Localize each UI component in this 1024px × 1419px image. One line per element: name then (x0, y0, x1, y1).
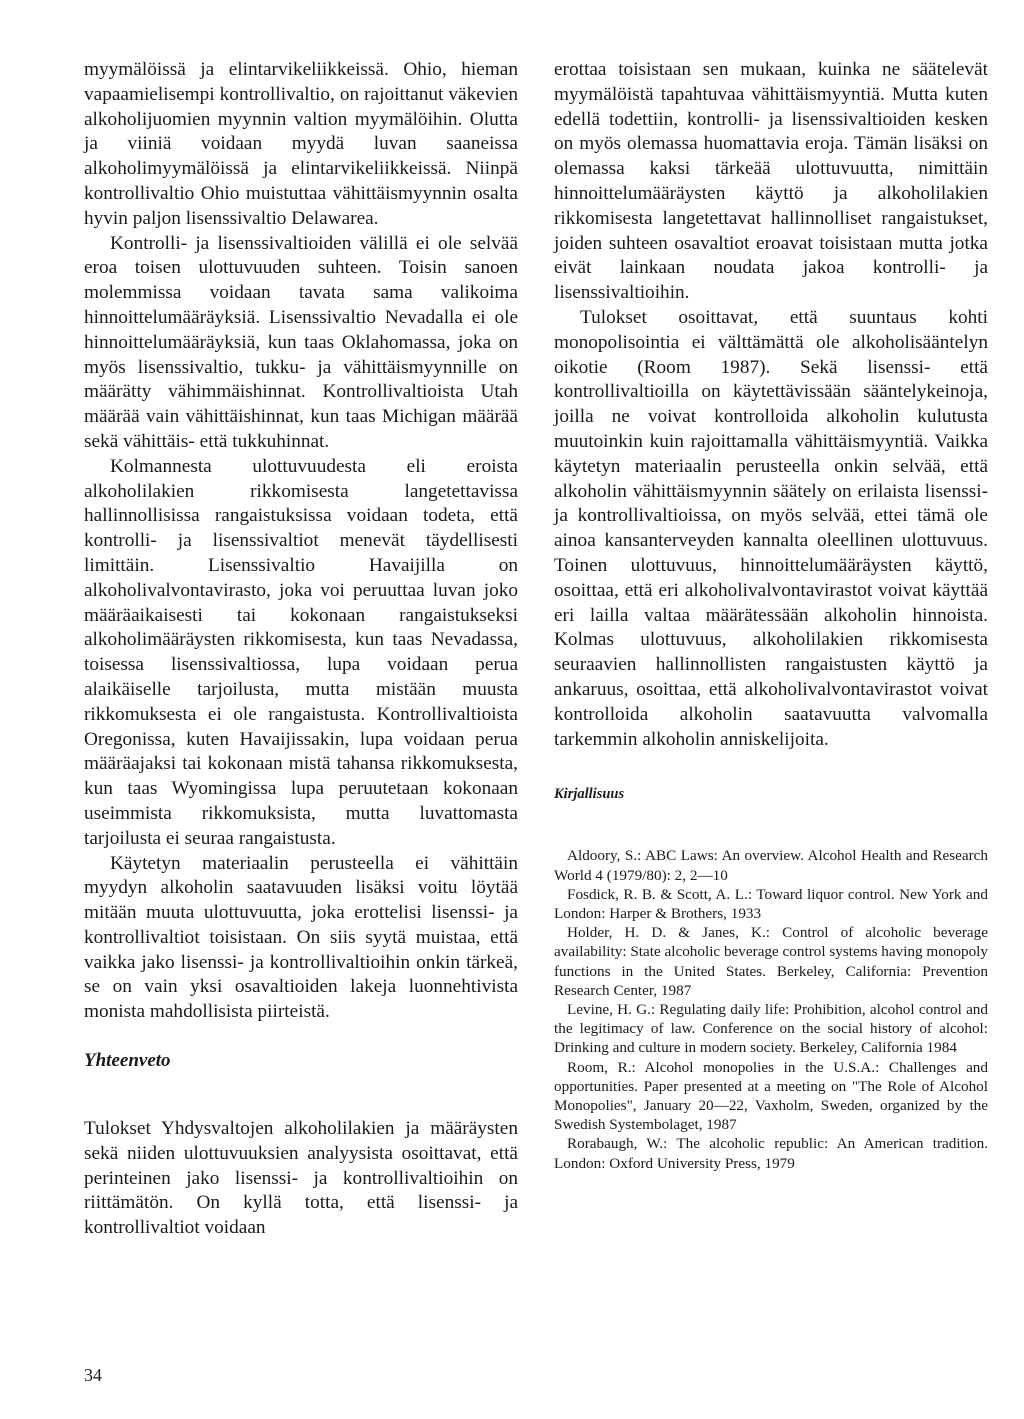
right-column (554, 58, 988, 1173)
body-paragraph: Kontrolli- ja lisenssivaltioiden välillä ei ole selvää eroa toisen ulottuvuuden suhteen. Toisin sanoen molemmissa voidaan tavata sama valikoima hinnoittelumääräyksiä. Lisenssivaltio Nevadalla ei ole hinnoittelumääräyksiä, kun taas Oklahomassa, joka on myös lisenssivaltio, tukku- ja vähittäismyynnille on määrätty vähimmäishinnat. Kontrollivaltioista Utah määrää vain vähittäishinnat, kun taas Michigan määrää sekä vähittäis- että tukkuhinnat. (84, 232, 518, 452)
body-paragraph: erottaa toisistaan sen mukaan, kuinka ne säätelevät myymälöistä tapahtuvaa vähittäismyyntiä. Mutta kuten edellä todettiin, kontrolli- ja lisenssivaltioiden kesken on myös olemassa huomattavia eroja. Tämän lisäksi on olemassa kaksi tärkeää ulottuvuutta, nimittäin hinnoittelumääräysten käyttö ja alkoholilakien rikkomisesta langetettavat hallinnolliset rangaistukset, joiden suhteen osavaltiot eroavat toisistaan mutta jotka eivät lainkaan noudata jakoa kontrolli- ja lisenssivaltioihin. (554, 59, 988, 304)
page-number: 34 (84, 1365, 102, 1385)
reference-item: Levine, H. G.: Regulating daily life: Prohibition, alcohol control and the legitimacy of law. Conference on the social history of alcohol: Drinking and culture in modern society. Berkeley, California 1984 (554, 1000, 988, 1057)
reference-item: Fosdick, R. B. & Scott, A. L.: Toward liquor control. New York and London: Harper & Brothers, 1933 (554, 885, 988, 922)
reference-item: Rorabaugh, W.: The alcoholic republic: An American tradition. London: Oxford University Press, 1979 (554, 1135, 988, 1172)
reference-item: Aldoory, S.: ABC Laws: An overview. Alcohol Health and Research World 4 (1979/80): 2, 2—10 (554, 847, 988, 884)
reference-list (554, 846, 988, 1172)
left-column (84, 58, 518, 1241)
body-paragraph: Käytetyn materiaalin perusteella ei vähittäin myydyn alkoholin saatavuuden lisäksi voitu löytää mitään muuta ulottuvuutta, joka erottelisi lisenssi- ja kontrollivaltiot toisistaan. On siis syytä muistaa, että vaikka jako lisenssi- ja kontrollivaltioihin onkin tärkeä, se on vain yksi osavaltioiden lakeja luonnehtivista monista mahdollisista piirteistä. (84, 852, 518, 1023)
section-heading-yhteenveto: Yhteenveto (84, 1050, 171, 1072)
reference-item: Holder, H. D. & Janes, K.: Control of alcoholic beverage availability: State alcoholic beverage control systems having monopoly functions in the United States. Berkeley, California: Prevention Research Center, 1987 (554, 924, 989, 999)
reference-item: Room, R.: Alcohol monopolies in the U.S.A.: Challenges and opportunities. Paper presented at a meeting on "The Role of Alcohol Monopolies", January 20—22, Vaxholm, Sweden, organized by the Swedish Systembolaget, 1987 (554, 1058, 988, 1134)
body-paragraph: Tulokset osoittavat, että suuntaus kohti monopolisointia ei välttämättä ole alkoholisääntelyn oikotie (Room 1987). Sekä lisenssi- että kontrollivaltioilla on käytettävissään sääntelykeinoja, joilla ne voivat kontrolloida alkoholin kulutusta muutoinkin kuin rajoittamalla vähittäismyyntiä. Vaikka käytetyn materiaalin perusteella onkin selvää, että alkoholin vähittäismyynnin säätely on erilaista lisenssi- ja kontrollivaltioissa, on myös selvää, ettei tämä ole ainoa kansanterveyden kannalta oleellinen ulottuvuus. Toinen ulottuvuus, hinnoittelumääräysten käyttö, osoittaa, että eri alkoholivalvontavirastot voivat käyttää eri lailla valtaa määrätessään alkoholin hinnoista. Kolmas ulottuvuus, alkoholilakien rikkomisesta seuraavien hallinnollisten rangaistusten käyttö ja ankaruus, osoittaa, että alkoholivalvontavirastot voivat kontrolloida alkoholin saatavuutta valvomalla tarkemmin alkoholin anniskelijoita. (554, 306, 988, 750)
summary-paragraph: Tulokset Yhdysvaltojen alkoholilakien ja määräysten sekä niiden ulottuvuuksien analyysista osoittavat, että perinteinen jako lisenssi- ja kontrollivaltioihin on riittämätön. On kyllä totta, että lisenssi- ja kontrollivaltiot voidaan (84, 1118, 518, 1239)
body-paragraph: Kolmannesta ulottuvuudesta eli eroista alkoholilakien rikkomisesta langetettavissa hallinnollisissa rangaistuksissa voidaan todeta, että kontrolli- ja lisenssivaltiot menevät täydellisesti limittäin. Lisenssivaltio Havaijilla on alkoholivalvontavirasto, joka voi peruuttaa luvan joko määräaikaisesti tai kokonaan rangaistukseksi alkoholimääräysten rikkomisesta, kun taas Nevadassa, toisessa lisenssivaltiossa, lupa voidaan perua alaikäiselle tarjoilusta, mutta mistään muusta rikkomuksesta ei ole rangaistusta. Kontrollivaltioista Oregonissa, kuten Havaijissakin, lupa voidaan perua määräajaksi tai kokonaan mistä tahansa rikkomuksesta, kun taas Wyomingissa lupa peruutetaan kokonaan useimmista rikkomuksista, mutta luvattomasta tarjoilusta ei seuraa rangaistusta. (84, 455, 518, 849)
section-heading-kirjallisuus: Kirjallisuus (554, 786, 625, 803)
body-paragraph: myymälöissä ja elintarvikeliikkeissä. Ohio, hieman vapaamielisempi kontrollivaltio, on rajoittanut väkevien alkoholijuomien myynnin valtion myymälöihin. Olutta ja viiniä voidaan myydä luvan saaneissa alkoholimyymälöissä ja elintarvikeliikkeissä. Niinpä kontrollivaltio Ohio muistuttaa vähittäismyynnin osalta hyvin paljon lisenssivaltio Delawarea. (84, 59, 518, 229)
